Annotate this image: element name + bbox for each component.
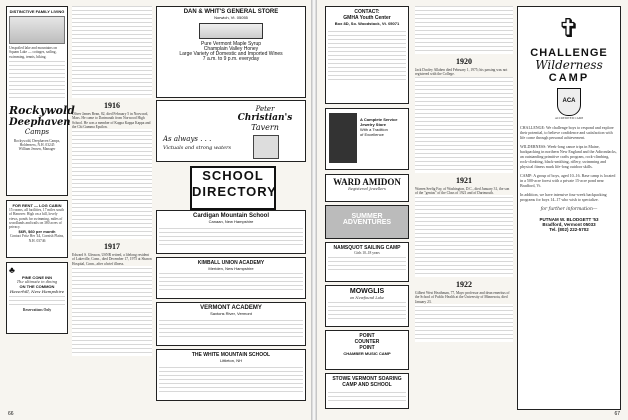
jewelry-line1: A Complete Service bbox=[360, 117, 398, 122]
stowe-ad bbox=[325, 373, 409, 409]
tagline: As always . . . bbox=[163, 135, 212, 143]
dan-whits-line2: Champlain Valley Honey bbox=[203, 46, 259, 52]
school-directory-banner bbox=[190, 166, 276, 210]
rockywold-name: Rockywold bbox=[9, 103, 75, 117]
point-counterpoint-ad bbox=[325, 330, 409, 370]
obit-text-bottom bbox=[72, 266, 152, 356]
tavern-illustration bbox=[253, 135, 279, 159]
page-number-right: 67 bbox=[614, 411, 620, 417]
gmha-ad bbox=[325, 6, 409, 104]
tagline2: Victuals and strong waters bbox=[163, 145, 232, 151]
log-cabin-contact: Contact Fritz Her '44, Cornish Plains, N.H. 03746 bbox=[9, 234, 65, 243]
challenge-title3: CAMP bbox=[548, 72, 590, 84]
rockywold-body: Unspoiled lake and mountains on Squam Lake — cottages, sailing, swimming, tennis, hiking. bbox=[9, 46, 58, 59]
namesquot-body: Girls 10–18 years bbox=[354, 251, 380, 255]
tavern-name: Tavern bbox=[251, 123, 279, 132]
addition-text: In addition, we have intensive four-week backpacking programs for boys 14–17 who wish to specialize. bbox=[520, 192, 607, 203]
bird-logo-icon: ✞ bbox=[558, 14, 580, 43]
summer-adventures-ad bbox=[325, 205, 409, 239]
left-obit-column bbox=[72, 6, 152, 356]
challenge-camp-ad bbox=[517, 6, 621, 410]
obit-text-top bbox=[415, 6, 513, 54]
challenge-title2: Wilderness bbox=[535, 58, 603, 72]
rockywold-text-block bbox=[9, 61, 65, 101]
obit-year: 1917 bbox=[104, 242, 120, 252]
store-illustration bbox=[199, 23, 263, 39]
cardigan-ad bbox=[156, 210, 306, 254]
obit-text: Jack Dooley Allaben died February 1, 1975; his passing was not registered with the College. bbox=[415, 68, 508, 77]
school-title2: DIRECTORY bbox=[192, 184, 277, 199]
deephaven-name: Deephaven bbox=[9, 116, 71, 128]
mowglis-subtitle: on Newfound Lake bbox=[349, 296, 385, 300]
obit-text-mid2 bbox=[415, 195, 513, 277]
cardigan-title: Cardigan Mountain School bbox=[193, 213, 269, 219]
ward-amidon-ad bbox=[325, 174, 409, 202]
obit-year: 1920 bbox=[456, 57, 472, 66]
pine-cone-reservations: Reservations Only bbox=[22, 308, 52, 313]
log-cabin-price: $6R, $60 per month bbox=[18, 229, 56, 235]
namesquot-title: NAMSQUOT SAILING CAMP bbox=[333, 245, 401, 251]
pine-cone-text-block bbox=[9, 296, 65, 308]
rockywold-address: Rockywold, Deephaven Camps, Holderness, N.H. 03245 bbox=[13, 138, 61, 148]
log-cabin-body: 15 rooms, all facilities, 17 miles south of Hanover. High on a hill, lovely views, ponds for swimming, miles of woodlands and trails on 380 acres of privacy. bbox=[9, 208, 64, 230]
pine-cone-ad bbox=[6, 262, 68, 334]
log-cabin-title: FOR RENT — LOG CABIN bbox=[12, 203, 62, 208]
pine-cone-title: PINE CONE INN bbox=[21, 275, 52, 280]
point-line3: POINT bbox=[359, 345, 375, 351]
cardigan-town: Canaan, New Hampshire bbox=[208, 219, 254, 224]
right-obit-column bbox=[415, 6, 513, 342]
summer-line2: ADVENTURES bbox=[342, 219, 392, 226]
camps-label: Camps bbox=[24, 127, 50, 136]
right-page bbox=[317, 0, 628, 420]
pine-cone-icon: ♣ bbox=[9, 265, 15, 275]
jewelry-ad bbox=[325, 108, 409, 170]
rockywold-heading: DISTINCTIVE FAMILY LIVING bbox=[9, 9, 65, 14]
obit-year: 1921 bbox=[456, 175, 472, 185]
accredited-badge-text: ACCREDITED CAMP bbox=[554, 116, 584, 120]
further-info: for further information— bbox=[540, 207, 598, 213]
wilderness-text: WILDERNESS: Week-long canoe trips in Maine, backpacking in northern New England and the Adirondacks, an outstanding primitive crafts program, rock-climbing, rock-climbing, black-smithing, riflery, swimming and physical fitness mark life-long outdoor skills. bbox=[520, 144, 617, 170]
vermont-academy-title: VERMONT ACADEMY bbox=[200, 305, 262, 311]
point-line2: COUNTER bbox=[354, 339, 380, 345]
pine-cone-tag: ON THE COMMON bbox=[19, 284, 55, 290]
mowglis-text-block bbox=[328, 302, 406, 322]
dan-whits-ad bbox=[156, 6, 306, 98]
vermont-academy-text-block bbox=[159, 318, 303, 340]
white-mountain-town: Littleton, NH bbox=[219, 358, 242, 363]
dan-whits-hours: 7 a.m. to 9 p.m. everyday bbox=[202, 56, 260, 62]
white-mountain-ad bbox=[156, 349, 306, 401]
ward-amidon-name: WARD AMIDON bbox=[333, 177, 401, 187]
accredited-badge-icon: ACA bbox=[557, 88, 581, 116]
kimball-town: Meriden, New Hampshire bbox=[208, 266, 254, 271]
gmha-contact-label: CONTACT: bbox=[354, 9, 380, 15]
pine-cone-subtitle: The ultimate in dining bbox=[16, 280, 58, 284]
obit-text-bottom bbox=[415, 304, 513, 342]
school-title1: SCHOOL bbox=[202, 168, 264, 183]
obit-text-mid bbox=[415, 77, 513, 173]
dan-whits-line3: Large Variety of Domestic and Imported Wines bbox=[179, 51, 283, 57]
challenge-title1: CHALLENGE bbox=[530, 47, 608, 59]
point-line1: POINT bbox=[359, 333, 375, 339]
kimball-title: KIMBALL UNION ACADEMY bbox=[197, 260, 265, 266]
obit-year: 1916 bbox=[104, 101, 120, 110]
jewelry-line3: With a Tradition bbox=[360, 127, 388, 132]
rockywold-photo bbox=[9, 16, 65, 44]
jewelry-line4: of Excellence bbox=[360, 132, 384, 137]
contact-name: PUTNAM W. BLODGETT '53 bbox=[539, 216, 599, 222]
obit-year: 1922 bbox=[456, 280, 472, 290]
obit-text: Edward S. Gleason, USNR retired, a lifelong resident of Lakeville, Conn., died December 17, 1975 at Sharon Hospital, Conn., after a brief illness. bbox=[72, 253, 152, 266]
jewelry-photo bbox=[329, 113, 357, 163]
dan-whits-title: DAN & WHIT'S GENERAL STORE bbox=[183, 9, 279, 15]
log-cabin-ad bbox=[6, 200, 68, 258]
kimball-text-block bbox=[159, 273, 303, 293]
challenge-text: CHALLENGE: We challenge boys to respond and explore their potential, to believe confidence and satisfaction with life come through personal achievement. bbox=[520, 125, 614, 141]
left-page bbox=[0, 0, 311, 420]
pine-cone-town: Haverhill, New Hampshire bbox=[9, 289, 65, 295]
obit-text: Warren Seelig Fay, of Washington, D.C., died January 31, the son of the "genius" of the Class of 1921 and of Dartmouth. bbox=[415, 186, 510, 195]
white-mountain-text-block bbox=[159, 365, 303, 395]
cardigan-text-block bbox=[159, 226, 303, 248]
obit-text: Gilbert West Heathman, 77, Mayo professor and dean emeritus of the School of Public Health at the University of Minnesota, died January 23. bbox=[415, 291, 510, 304]
vermont-academy-ad bbox=[156, 302, 306, 346]
dan-whits-town: Norwich, Vt. 05055 bbox=[214, 15, 248, 20]
contact-town: Bradford, Vermont 05033 bbox=[542, 221, 596, 227]
stowe-title: STOWE VERMONT SOARING CAMP AND SCHOOL bbox=[332, 376, 402, 388]
jewelry-line2: Jewelry Store bbox=[360, 122, 387, 127]
gmha-address: Box 8D, So. Woodstock, Vt. 05071 bbox=[334, 21, 400, 26]
obit-text-mid bbox=[72, 129, 152, 239]
obit-text: Oliver James Bean, 82, died February 5 in Norwood, Mass. He came to Dartmouth from Norwood High School. He was a member of Kappa Kappa Kappa and the Chi Gamma Epsilon. bbox=[72, 112, 151, 129]
ward-amidon-tag: Registered Jewellers bbox=[348, 187, 386, 191]
contact-phone: Tel. (802) 222-5702 bbox=[549, 226, 589, 232]
namesquot-text-block bbox=[328, 257, 406, 273]
obit-text-top bbox=[72, 6, 152, 98]
rockywold-ad bbox=[6, 6, 75, 196]
white-mountain-title: THE WHITE MOUNTAIN SCHOOL bbox=[191, 352, 271, 358]
camp-text: CAMP: A group of boys, aged 10–16. Base camp is located in a 500-acre forest with a private 15-acre pond near Bradford, Vt. bbox=[520, 173, 616, 189]
stowe-text-block bbox=[328, 390, 406, 404]
peter-name: Peter bbox=[255, 105, 275, 113]
summer-line1: SUMMER bbox=[351, 213, 383, 220]
kimball-ad bbox=[156, 257, 306, 299]
vermont-academy-town: Saxtons River, Vermont bbox=[210, 311, 252, 316]
mowglis-ad bbox=[325, 285, 409, 327]
gmha-text-block bbox=[328, 29, 406, 83]
christians-name: Christian's bbox=[237, 113, 293, 123]
rockywold-contact: William Jensen, Manager bbox=[18, 147, 56, 152]
mowglis-title: MOWGLIS bbox=[349, 288, 385, 295]
namesquot-ad bbox=[325, 242, 409, 282]
gmha-name: GMHA Youth Center bbox=[343, 15, 391, 21]
peter-christians-ad bbox=[156, 100, 306, 162]
point-line4: CHAMBER MUSIC CAMP bbox=[343, 351, 391, 356]
page-number-left: 66 bbox=[8, 411, 14, 417]
dan-whits-line1: Pure Vermont Maple Syrup bbox=[200, 41, 262, 47]
